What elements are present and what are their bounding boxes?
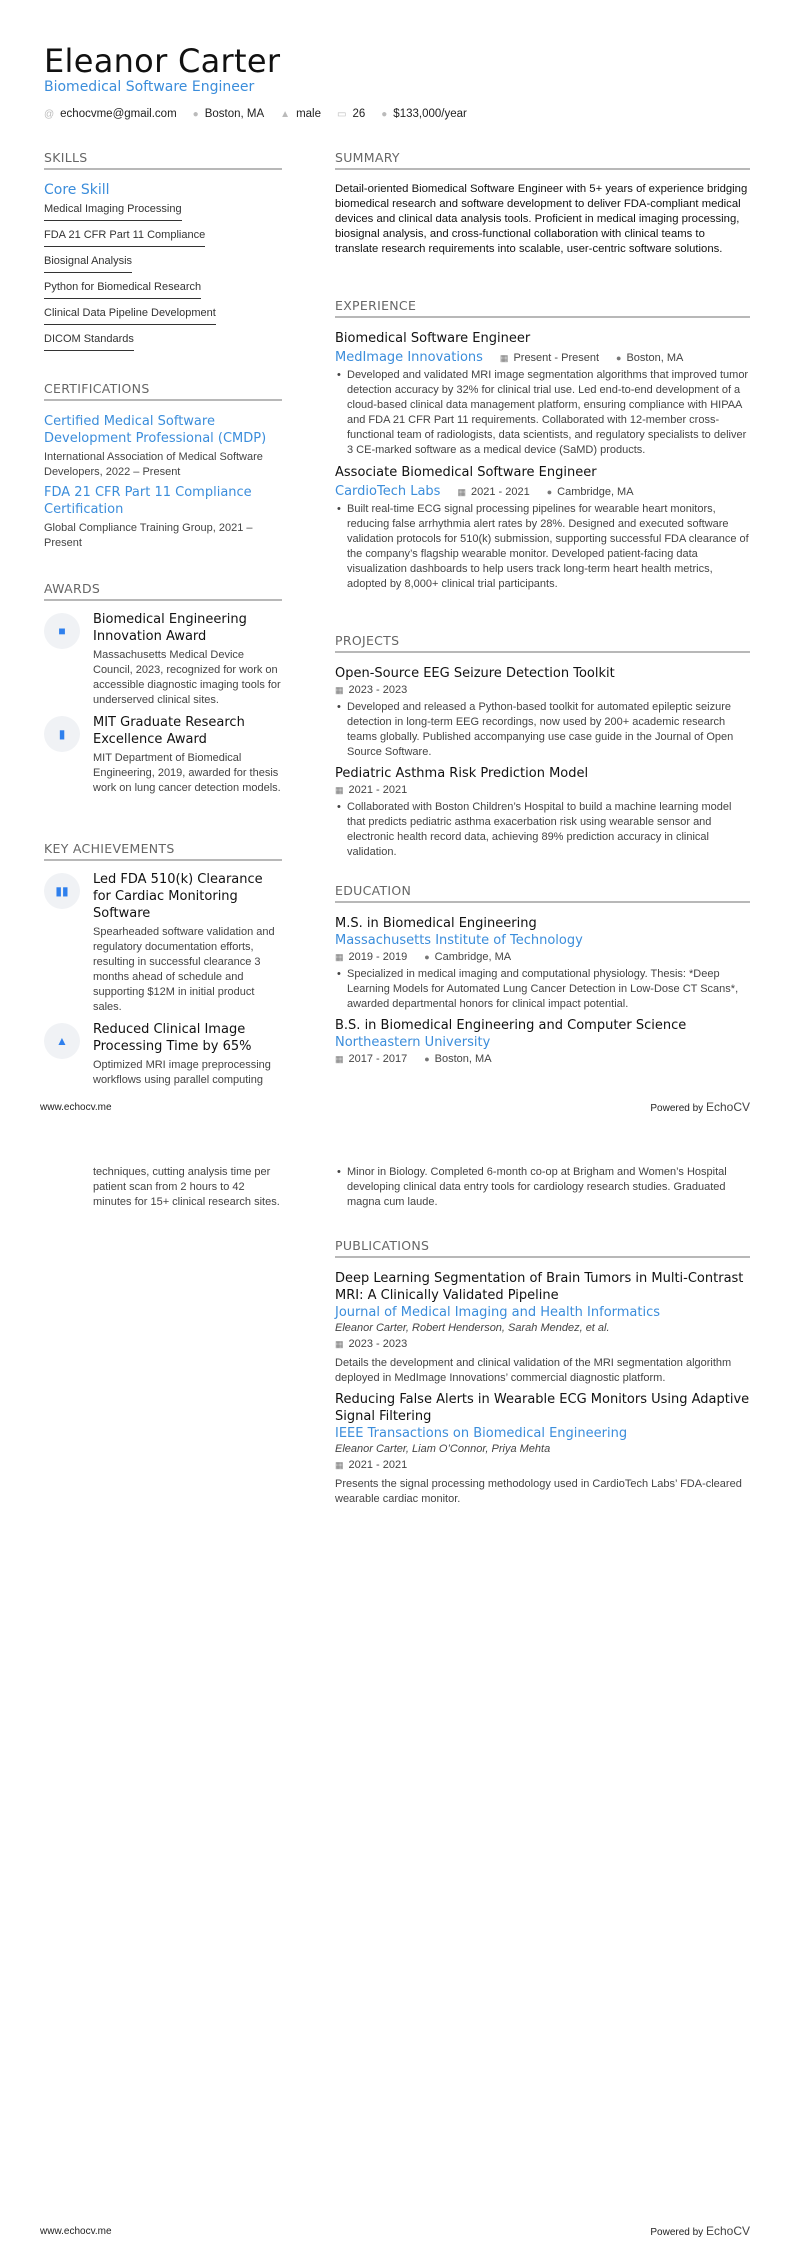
skill-item: Clinical Data Pipeline Development [44, 303, 216, 325]
job-location: Boston, MA [626, 351, 684, 364]
location-icon: ● [616, 352, 622, 363]
publication-authors: Eleanor Carter, Robert Henderson, Sarah Mendez, et al. [335, 1322, 610, 1334]
calendar-icon: ▦ [335, 952, 344, 962]
contact-age: 26 [352, 108, 366, 120]
experience-entry [335, 330, 750, 458]
calendar-icon: ▭ [337, 108, 347, 120]
education-entry [335, 1017, 750, 1067]
calendar-icon: ▦ [335, 1460, 344, 1470]
projects-section [335, 633, 750, 860]
footer-powered [650, 1100, 750, 1114]
book-icon: ▮▮ [44, 873, 80, 909]
project-bullet: • Developed and released a Python-based toolkit for automated epileptic seizure detection in long-term EEG recordings, now used by 200+ academic research teams globally. Published accompanying use case guide in the Journal of Open Source Software. [335, 700, 750, 760]
award-desc: Massachusetts Medical Device Council, 2023, recognized for work on accessible diagnostic imaging tools for underserved clinical sites. [93, 649, 281, 706]
publication-journal: IEEE Transactions on Biomedical Engineering [335, 1426, 628, 1441]
education-section [335, 883, 750, 1067]
edu-location: Boston, MA [434, 1053, 492, 1065]
calendar-icon: ▦ [499, 352, 509, 363]
calendar-icon: ▦ [335, 1339, 344, 1349]
document-icon: ▮ [44, 716, 80, 752]
summary-section [335, 150, 750, 257]
award-title: MIT Graduate Research Excellence Award [93, 715, 245, 747]
section-heading: PUBLICATIONS [335, 1238, 750, 1258]
location-icon: ● [546, 486, 553, 497]
powered-by-label: Powered by [650, 1103, 704, 1114]
project-title: Open-Source EEG Seizure Detection Toolkit [335, 666, 615, 681]
school: Northeastern University [335, 1035, 491, 1050]
skill-item: Biosignal Analysis [44, 251, 132, 273]
job-dates: Present - Present [513, 351, 600, 364]
section-heading: PROJECTS [335, 633, 750, 653]
powered-by-label: Powered by [650, 2227, 704, 2238]
contact-location: Boston, MA [204, 108, 265, 120]
education-entry [335, 915, 750, 1012]
edu-bullet: • Specialized in medical imaging and computational physiology. Thesis: *Deep Learning Models for Automated Lung Cancer Detection in Low-Dose CT Scans*, awarded departmental honors for clinical impact potential. [335, 967, 750, 1012]
publication-entry [335, 1270, 750, 1386]
person-icon: ▲ [280, 108, 291, 120]
contact-bar [44, 108, 467, 120]
calendar-icon: ▦ [335, 1054, 344, 1064]
cert-title: FDA 21 CFR Part 11 Compliance Certification [44, 485, 252, 517]
publication-authors: Eleanor Carter, Liam O’Connor, Priya Mehta [335, 1443, 551, 1455]
summary-text: Detail-oriented Biomedical Software Engineer with 5+ years of experience bridging biomedical research and software development to deliver FDA-compliant medical devices and clinical data analysis tools. Proficient in medical imaging processing, biosignal analysis, and cross-functional collaboration with clinical teams to translate research requirements into scalable, user-centric software solutions. [335, 183, 748, 255]
company-name: MedImage Innovations [335, 350, 483, 365]
publication-dates: 2023 - 2023 [348, 1338, 408, 1350]
job-dates: 2021 - 2021 [470, 485, 530, 498]
location-icon: ● [192, 108, 199, 120]
experience-section [335, 298, 750, 592]
job-bullet: • Developed and validated MRI image segmentation algorithms that improved tumor detection accuracy by 32% for clinical trial use. Led end-to-end development of a cloud-based clinical data management platform, ensuring compliance with HIPAA and FDA 21 CFR Part 11 requirements. Collaborated with 12-member cross-functional team of radiologists, data scientists, and regulatory specialists to deliver 3 CE-marked software as a medical device (SaMD) products. [335, 368, 750, 458]
skill-item: Python for Biomedical Research [44, 277, 201, 299]
email-icon: @ [44, 108, 55, 120]
achievement-title: Led FDA 510(k) Clearance for Cardiac Monitoring Software [93, 872, 263, 921]
edu-bullet: • Minor in Biology. Completed 6-month co-op at Brigham and Women’s Hospital developing clinical data entry tools for cardiology research studies. Graduated magna cum laude. [335, 1165, 750, 1210]
bell-icon: ▲ [44, 1023, 80, 1059]
footer-site-link[interactable]: www.echocv.me [40, 1102, 112, 1113]
project-entry [335, 765, 750, 860]
publication-title: Deep Learning Segmentation of Brain Tumors in Multi-Contrast MRI: A Clinically Validated Pipeline [335, 1271, 744, 1303]
section-heading: SUMMARY [335, 150, 750, 170]
briefcase-icon: ■ [44, 613, 80, 649]
edu-location: Cambridge, MA [434, 951, 512, 963]
candidate-title: Biomedical Software Engineer [44, 79, 255, 95]
publication-desc: Details the development and clinical validation of the MRI segmentation algorithm deployed in MedImage Innovations’ commercial diagnostic platform. [335, 1357, 732, 1384]
contact-salary: $133,000/year [393, 108, 467, 120]
money-icon: ● [381, 108, 388, 120]
cert-desc: International Association of Medical Software Developers, 2022 – Present [44, 451, 263, 478]
publication-journal: Journal of Medical Imaging and Health Informatics [335, 1305, 661, 1320]
project-dates: 2023 - 2023 [348, 684, 408, 696]
section-heading: EXPERIENCE [335, 298, 750, 318]
publication-dates: 2021 - 2021 [348, 1459, 408, 1471]
experience-entry [335, 464, 750, 592]
footer-site-link[interactable]: www.echocv.me [40, 2226, 112, 2237]
project-title: Pediatric Asthma Risk Prediction Model [335, 766, 589, 781]
school: Massachusetts Institute of Technology [335, 933, 583, 948]
section-heading: CERTIFICATIONS [44, 381, 282, 401]
achievement-item [44, 1021, 282, 1088]
candidate-name: Eleanor Carter [44, 42, 281, 80]
cert-desc: Global Compliance Training Group, 2021 – Present [44, 522, 253, 549]
award-item [44, 611, 282, 708]
cert-title: Certified Medical Software Development Professional (CMDP) [44, 414, 267, 446]
skill-item: Medical Imaging Processing [44, 199, 182, 221]
publication-desc: Presents the signal processing methodology used in CardioTech Labs’ FDA-cleared wearable cardiac monitor. [335, 1478, 742, 1505]
degree: B.S. in Biomedical Engineering and Computer Science [335, 1018, 687, 1033]
skills-section [44, 150, 282, 355]
location-icon: ● [424, 1054, 430, 1064]
skill-group-title: Core Skill [44, 182, 110, 198]
section-heading: AWARDS [44, 581, 282, 601]
achievement-desc: Optimized MRI image preprocessing workflows using parallel computing [93, 1059, 271, 1086]
job-bullet: • Built real-time ECG signal processing pipelines for wearable heart monitors, reducing false arrhythmia alert rates by 28%. Designed and executed software validation protocols for 510(k) submission, supporting successful FDA clearance of the company’s flagship wearable monitor. Developed patient-facing data visualization dashboards to help users track long-term heart health metrics, adopted by 8,000+ clinical trial participants. [335, 502, 750, 592]
section-heading: SKILLS [44, 150, 282, 170]
achievement-item [44, 871, 282, 1015]
awards-section [44, 581, 282, 796]
footer-powered [650, 2224, 750, 2238]
brand-link[interactable]: EchoCV [705, 2224, 750, 2238]
contact-gender: male [296, 108, 321, 120]
section-heading: EDUCATION [335, 883, 750, 903]
section-heading: KEY ACHIEVEMENTS [44, 841, 282, 861]
edu-dates: 2017 - 2017 [348, 1053, 408, 1065]
job-location: Cambridge, MA [557, 485, 634, 498]
award-item [44, 714, 282, 796]
publication-entry [335, 1391, 750, 1507]
project-entry [335, 665, 750, 760]
achievement-title: Reduced Clinical Image Processing Time by 65% [93, 1022, 252, 1054]
degree: M.S. in Biomedical Engineering [335, 916, 537, 931]
project-dates: 2021 - 2021 [348, 784, 408, 796]
calendar-icon: ▦ [335, 685, 344, 695]
achievement-desc: Spearheaded software validation and regulatory documentation efforts, resulting in successful clearance 3 months ahead of schedule and supporting $12M in initial product sales. [93, 926, 275, 1013]
achievements-section [44, 841, 282, 1088]
job-title: Biomedical Software Engineer [335, 331, 531, 346]
calendar-icon: ▦ [335, 785, 344, 795]
certifications-section [44, 381, 282, 551]
award-desc: MIT Department of Biomedical Engineering, 2019, awarded for thesis work on lung cancer detection models. [93, 752, 281, 794]
skill-item: FDA 21 CFR Part 11 Compliance [44, 225, 205, 247]
company-name: CardioTech Labs [335, 484, 441, 499]
skill-item: DICOM Standards [44, 329, 134, 351]
edu-dates: 2019 - 2019 [348, 951, 408, 963]
job-title: Associate Biomedical Software Engineer [335, 465, 597, 480]
contact-email[interactable]: echocvme@gmail.com [60, 108, 177, 120]
location-icon: ● [424, 952, 430, 962]
project-bullet: • Collaborated with Boston Children’s Hospital to build a machine learning model that predicts pediatric asthma exacerbation risk using wearable sensor and electronic health record data, achieving 89% prediction accuracy in clinical validation. [335, 800, 750, 860]
calendar-icon: ▦ [457, 486, 466, 497]
achievement-desc-continued: techniques, cutting analysis time per patient scan from 2 hours to 42 minutes for 15+ clinical research sites. [93, 1166, 280, 1208]
brand-link[interactable]: EchoCV [705, 1100, 750, 1114]
award-title: Biomedical Engineering Innovation Award [93, 612, 247, 644]
publications-section [335, 1238, 750, 1507]
publication-title: Reducing False Alerts in Wearable ECG Monitors Using Adaptive Signal Filtering [335, 1392, 750, 1424]
